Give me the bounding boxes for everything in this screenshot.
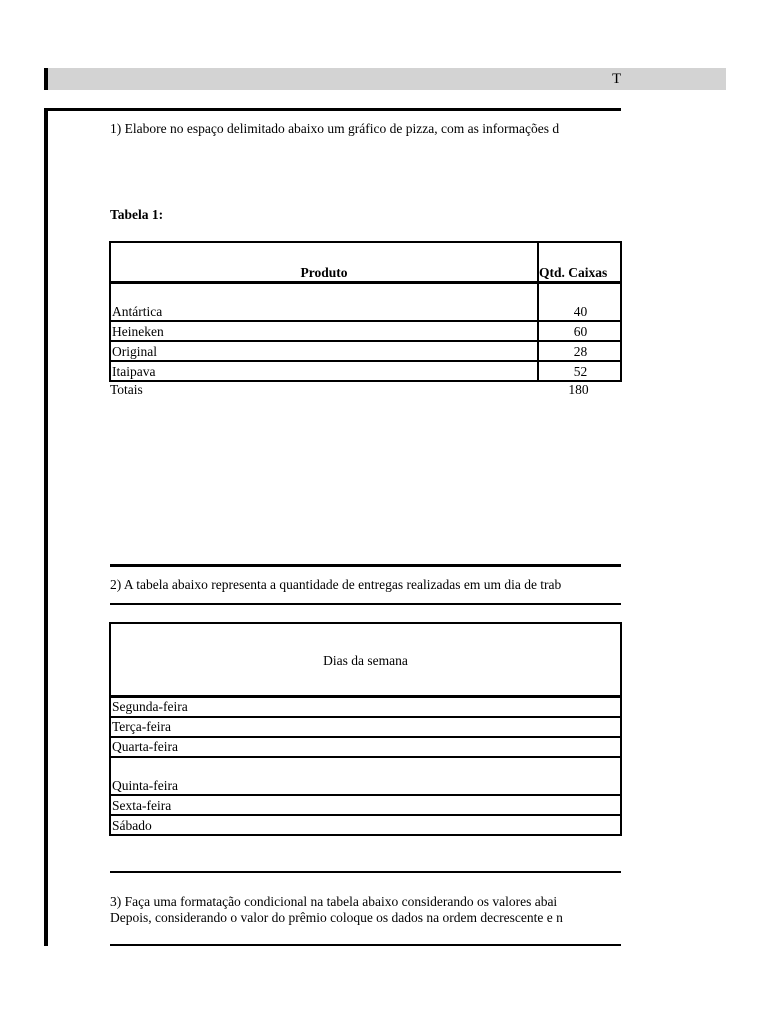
section-divider [110, 944, 621, 946]
product-qty: 60 [573, 324, 588, 339]
product-qty: 28 [573, 344, 588, 359]
question-1-text: 1) Elabore no espaço delimitado abaixo um gráfico de pizza, com as informações d [110, 121, 560, 136]
totals-value: 180 [568, 382, 589, 397]
totals-label: Totais [110, 382, 143, 397]
day-label: Terça-feira [112, 719, 171, 734]
product-table-header-divider [111, 281, 620, 284]
product-table [109, 241, 622, 382]
section-divider [110, 871, 621, 873]
question-2-text: 2) A tabela abaixo representa a quantidade de entregas realizadas em um dia de trab [110, 577, 562, 592]
table-1-title: Tabela 1: [110, 207, 164, 222]
section-divider [110, 603, 621, 605]
question-3-line-1: 3) Faça uma formatação condicional na tabela abaixo considerando os valores abai [110, 894, 558, 909]
sheet-top-border [44, 108, 621, 111]
days-table-row-divider [111, 716, 620, 718]
column-header-product: Produto [300, 265, 348, 280]
product-name: Original [112, 344, 157, 359]
product-table-row-divider [111, 360, 620, 362]
column-header-days: Dias da semana [323, 653, 408, 668]
days-table [109, 622, 622, 836]
product-table-row-divider [111, 340, 620, 342]
header-left-border [44, 68, 48, 90]
product-qty: 52 [573, 364, 588, 379]
day-label: Quinta-feira [112, 778, 178, 793]
question-3-line-2: Depois, considerando o valor do prêmio coloque os dados na ordem decrescente e n [110, 910, 563, 925]
product-qty: 40 [573, 304, 588, 319]
day-label: Quarta-feira [112, 739, 178, 754]
header-title-fragment: T [612, 71, 622, 87]
header-bar [44, 68, 726, 90]
day-label: Sexta-feira [112, 798, 172, 813]
days-table-row-divider [111, 794, 620, 796]
column-header-qty: Qtd. Caixas [539, 265, 608, 280]
section-divider [110, 564, 621, 567]
product-name: Itaipava [112, 364, 156, 379]
product-name: Antártica [112, 304, 163, 319]
days-table-row-divider [111, 814, 620, 816]
days-table-row-divider [111, 736, 620, 738]
days-table-header-divider [111, 695, 620, 698]
days-table-row-divider [111, 756, 620, 758]
day-label: Sábado [112, 818, 152, 833]
day-label: Segunda-feira [112, 699, 188, 714]
product-name: Heineken [112, 324, 164, 339]
product-table-row-divider [111, 320, 620, 322]
sheet-left-border [44, 108, 48, 946]
